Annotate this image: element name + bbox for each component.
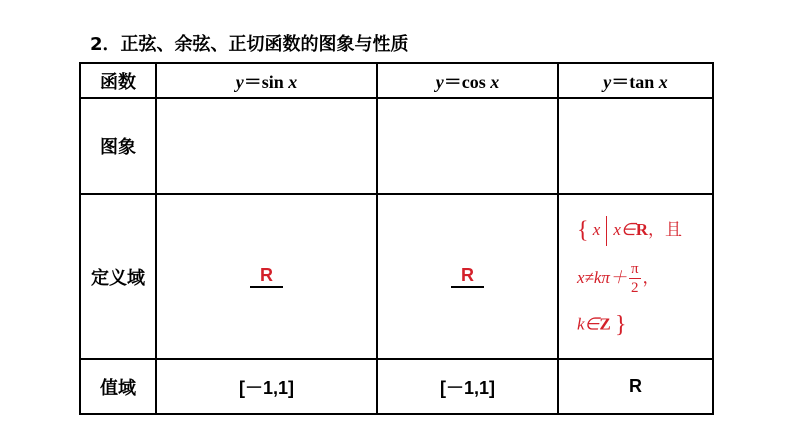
domain-sin-blank xyxy=(250,265,283,288)
range-cos: [－1,1] xyxy=(377,359,558,414)
header-row xyxy=(80,63,713,98)
domain-label: 定义域 xyxy=(80,194,156,359)
header-tan: y＝tan x xyxy=(558,63,713,98)
set-bar-divider xyxy=(606,216,607,246)
domain-cos-blank xyxy=(451,265,484,288)
graph-tan-cell xyxy=(558,98,713,194)
section-title: 2．正弦、余弦、正切函数的图象与性质 xyxy=(90,34,409,55)
graph-cos-cell xyxy=(377,98,558,194)
graph-row xyxy=(80,98,713,194)
domain-row xyxy=(80,194,713,359)
range-tan: R xyxy=(558,359,713,414)
domain-tan-line1: { x x∈R，且 xyxy=(577,216,712,246)
trig-properties-table xyxy=(79,62,714,415)
domain-sin-value: R xyxy=(260,265,273,285)
domain-cos-cell xyxy=(377,194,558,359)
domain-tan-cell xyxy=(558,194,713,359)
domain-sin-cell xyxy=(156,194,377,359)
range-sin: [－1,1] xyxy=(156,359,377,414)
graph-sin-cell xyxy=(156,98,377,194)
header-cos: y＝cos x xyxy=(377,63,558,98)
domain-tan-line2: x≠kπ＋ $\frac{\pi}{2}$ ， xyxy=(577,260,660,296)
pi-over-two-fraction: $\frac{\pi}{2}$ xyxy=(630,260,639,296)
header-label: 函数 xyxy=(80,63,156,98)
domain-tan-line3: k∈Z } xyxy=(577,311,627,338)
graph-label: 图象 xyxy=(80,98,156,194)
header-sin: y＝sin x xyxy=(156,63,377,98)
range-label: 值域 xyxy=(80,359,156,414)
range-row xyxy=(80,359,713,414)
domain-cos-value: R xyxy=(461,265,474,285)
